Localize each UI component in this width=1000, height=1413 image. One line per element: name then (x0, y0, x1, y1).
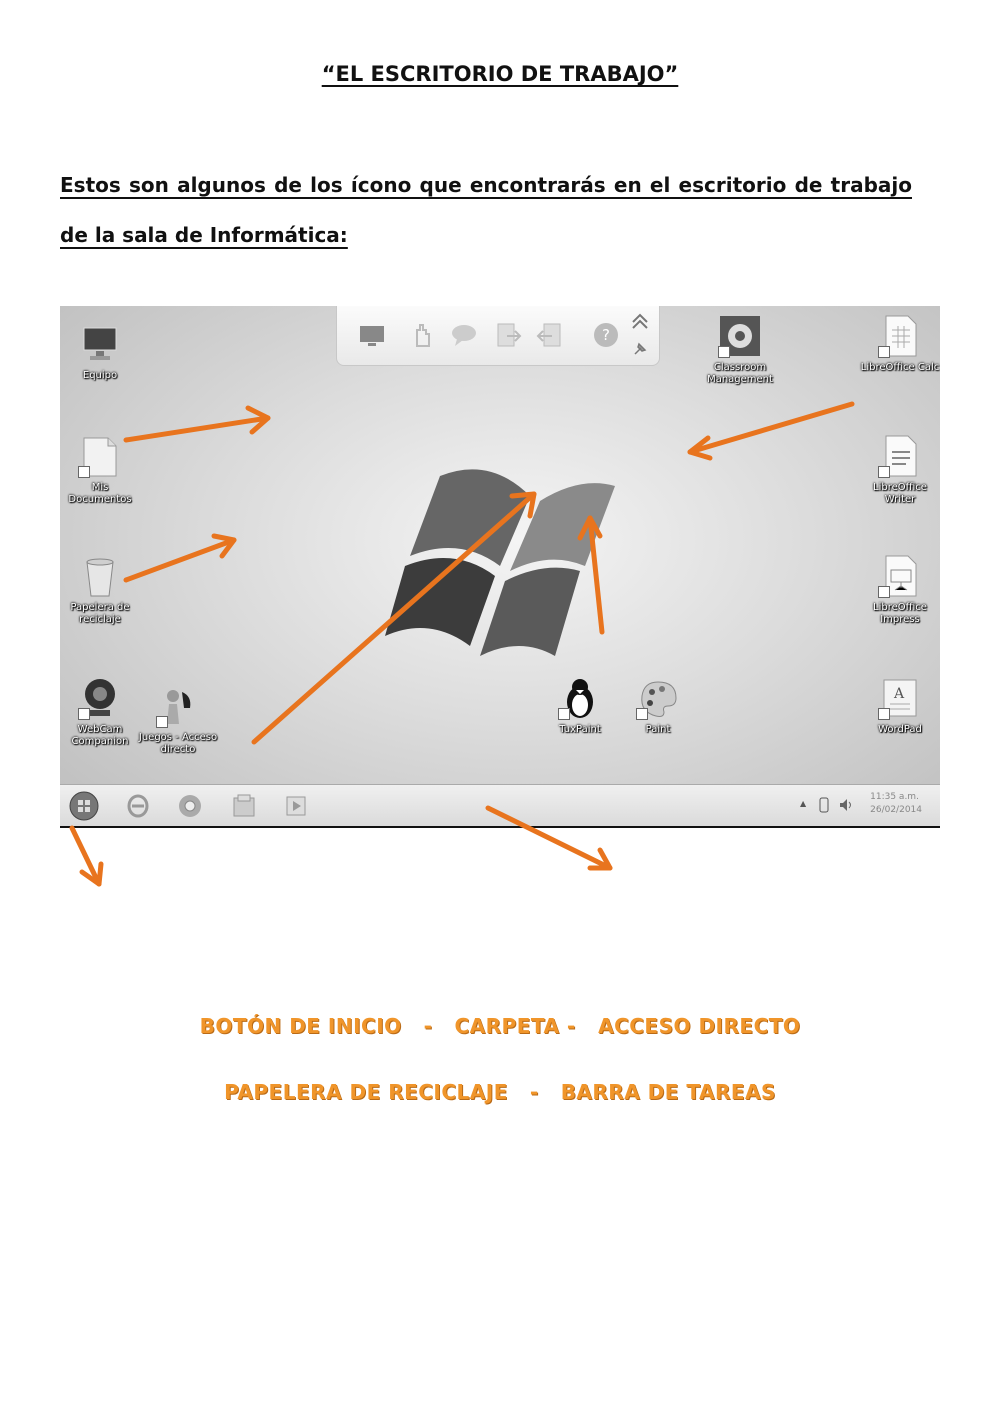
classroom-toolbar (336, 306, 660, 366)
desktop-icon-tuxpaint[interactable] (540, 676, 620, 736)
desktop-icon-label: LibreOffice Writer (873, 482, 927, 505)
desktop-icon-webcam[interactable] (60, 676, 140, 748)
desktop-icon-mis-documentos[interactable] (60, 434, 140, 506)
tray-expand-icon[interactable]: ▲ (800, 799, 807, 808)
term-carpeta: CARPETA - (454, 1014, 576, 1038)
svg-text:A: A (894, 686, 905, 702)
chrome-icon[interactable] (176, 792, 204, 820)
desktop-icon-classroom[interactable] (700, 314, 780, 386)
arrow-start (72, 828, 101, 884)
shortcut-arrow-icon (718, 346, 730, 358)
shortcut-arrow-icon (156, 716, 168, 728)
intro-text: Estos son algunos de los ícono que encontrarás en el escritorio de trabajo de la sala de Informática: (60, 173, 912, 247)
term-boton-inicio: BOTÓN DE INICIO (199, 1014, 402, 1038)
desktop-icon-libreoffice-writer[interactable] (860, 434, 940, 506)
internet-explorer-icon[interactable] (124, 792, 152, 820)
desktop-icon-libreoffice-calc[interactable] (860, 314, 940, 374)
start-button-icon[interactable] (68, 790, 100, 822)
receive-file-icon[interactable] (535, 320, 565, 350)
terms-line-2: PAPELERA DE RECICLAJE - BARRA DE TAREAS (224, 1080, 776, 1104)
help-icon[interactable] (591, 320, 621, 350)
shortcut-arrow-icon (558, 708, 570, 720)
term-acceso-directo: ACCESO DIRECTO (598, 1014, 801, 1038)
desktop-icon-juegos[interactable] (138, 684, 218, 756)
terms-line-1: BOTÓN DE INICIO - CARPETA - ACCESO DIRECTO (199, 1014, 801, 1038)
monitor-icon[interactable] (357, 320, 387, 350)
battery-icon[interactable] (818, 796, 830, 814)
pin-icon[interactable] (631, 340, 649, 358)
desktop-icon-label: Juegos - Acceso directo (138, 732, 218, 755)
shortcut-arrow-icon (878, 346, 890, 358)
taskbar (60, 784, 940, 827)
desktop-icon-label: TuxPaint (559, 724, 601, 735)
desktop-icon-papelera[interactable] (60, 554, 140, 626)
desktop-icon-wordpad[interactable] (860, 676, 940, 736)
shortcut-arrow-icon (78, 466, 90, 478)
desktop-icon-label: Classroom Management (707, 362, 773, 385)
recycle-bin-icon (78, 554, 122, 598)
speaker-icon[interactable] (838, 797, 854, 813)
desktop-icon-label: Mis Documentos (68, 482, 132, 505)
desktop-icon-label: LibreOffice Impress (873, 602, 927, 625)
desktop-screenshot (60, 306, 940, 828)
desktop-icon-libreoffice-impress[interactable] (860, 554, 940, 626)
computer-icon (78, 322, 122, 366)
svg-text:?: ? (602, 326, 610, 344)
hand-icon[interactable] (407, 320, 437, 350)
shortcut-arrow-icon (636, 708, 648, 720)
tray-clock[interactable] (870, 791, 922, 817)
media-player-icon[interactable] (282, 792, 310, 820)
windows-logo-wallpaper (380, 456, 620, 666)
collapse-chevron-icon[interactable] (629, 310, 651, 332)
shortcut-arrow-icon (878, 708, 890, 720)
desktop-icon-label: Papelera de reciclaje (70, 602, 130, 625)
desktop-icon-equipo[interactable] (60, 322, 140, 382)
shortcut-arrow-icon (878, 586, 890, 598)
shortcut-arrow-icon (78, 708, 90, 720)
desktop-icon-label: WordPad (878, 724, 922, 735)
desktop-icon-paint[interactable] (618, 676, 698, 736)
page-title: “EL ESCRITORIO DE TRABAJO” (321, 62, 679, 86)
desktop-icon-label: Paint (645, 724, 671, 735)
tray-date: 26/02/2014 (870, 805, 922, 815)
file-explorer-icon[interactable] (230, 792, 258, 820)
desktop-icon-label: LibreOffice Calc (860, 362, 940, 373)
term-papelera: PAPELERA DE RECICLAJE (224, 1080, 508, 1104)
desktop-icon-label: Equipo (82, 370, 118, 381)
chat-icon[interactable] (449, 320, 479, 350)
term-barra-tareas: BARRA DE TAREAS (560, 1080, 776, 1104)
desktop-icon-label: WebCam Companion (71, 724, 129, 747)
tray-time: 11:35 a.m. (870, 792, 919, 802)
send-file-icon[interactable] (493, 320, 523, 350)
shortcut-arrow-icon (878, 466, 890, 478)
